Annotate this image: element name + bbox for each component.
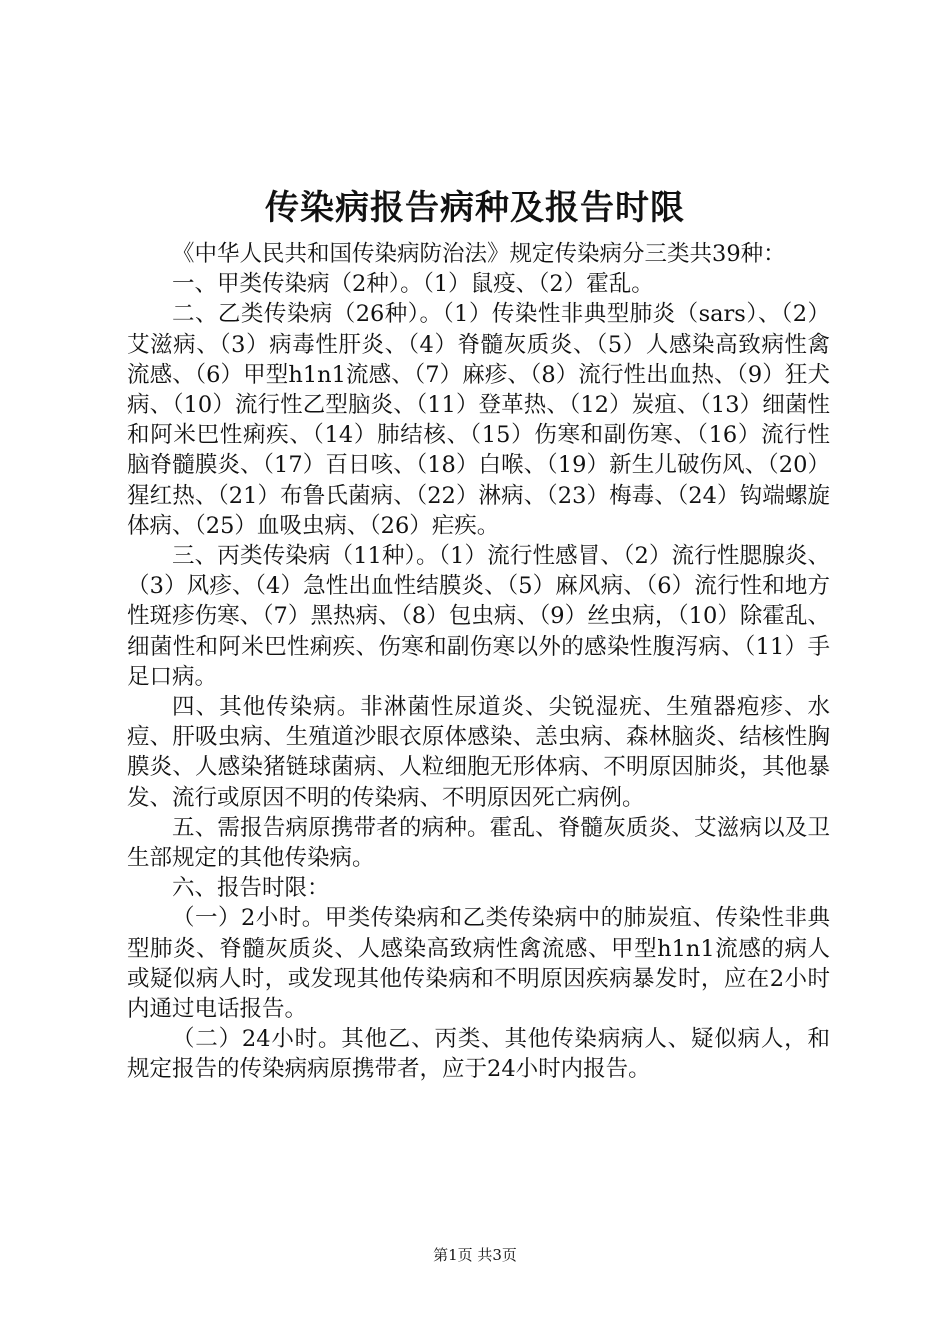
paragraph-intro: 《中华人民共和国传染病防治法》规定传染病分三类共39种： <box>172 241 786 267</box>
paragraph-class-b: 二、乙类传染病（26种）。（1）传染性非典型肺炎（sars）、（2）艾滋病、（3）病毒性肝炎、（4）脊髓灰质炎、（5）人感染高致病性禽流感、（6）甲型h1n1流感、（7）麻疹、（8）流行性出血热、（9）狂犬病、（10）流行性乙型脑炎、（11）登革热、（12）炭疽、（13）细菌性和阿米巴性痢疾、（14）肺结核、（15）伤寒和副伤寒、（16）流行性脑脊髓膜炎、（17）百日咳、（18）白喉、（19）新生儿破伤风、（20）猩红热、（21）布鲁氏菌病、（22）淋病、（23）梅毒、（24）钩端螺旋体病、（25）血吸虫病、（26）疟疾。 <box>127 301 830 539</box>
document-body <box>127 239 830 1085</box>
paragraph-other-diseases: 四、其他传染病。非淋菌性尿道炎、尖锐湿疣、生殖器疱疹、水痘、肝吸虫病、生殖道沙眼衣原体感染、恙虫病、森林脑炎、结核性胸膜炎、人感染猪链球菌病、人粒细胞无形体病、不明原因肺炎，其他暴发、流行或原因不明的传染病、不明原因死亡病例。 <box>127 694 830 811</box>
paragraph-pathogen-carriers: 五、需报告病原携带者的病种。霍乱、脊髓灰质炎、艾滋病以及卫生部规定的其他传染病。 <box>127 814 830 872</box>
paragraph-twenty-four-hours: （二）24小时。其他乙、丙类、其他传染病病人、疑似病人，和规定报告的传染病病原携带者，应于24小时内报告。 <box>127 1026 830 1083</box>
paragraph-reporting-deadline-heading: 六、报告时限： <box>172 875 330 902</box>
document-title: 传染病报告病种及报告时限 <box>265 188 685 228</box>
paragraph-class-a: 一、甲类传染病（2种）。（1）鼠疫、（2）霍乱。 <box>172 271 654 298</box>
paragraph-class-c: 三、丙类传染病（11种）。（1）流行性感冒、（2）流行性腮腺炎、（3）风疹、（4）急性出血性结膜炎、（5）麻风病、（6）流行性和地方性斑疹伤寒、（7）黑热病、（8）包虫病、（9）丝虫病，（10）除霍乱、细菌性和阿米巴性痢疾、伤寒和副伤寒以外的感染性腹泻病、（11）手足口病。 <box>127 543 830 690</box>
page-footer: 第1页 共3页 <box>433 1246 517 1264</box>
paragraph-two-hours: （一）2小时。甲类传染病和乙类传染病中的肺炭疽、传染性非典型肺炎、脊髓灰质炎、人感染高致病性禽流感、甲型h1n1流感的病人或疑似病人时，或发现其他传染病和不明原因疾病暴发时，应在2小时内通过电话报告。 <box>127 905 830 1023</box>
